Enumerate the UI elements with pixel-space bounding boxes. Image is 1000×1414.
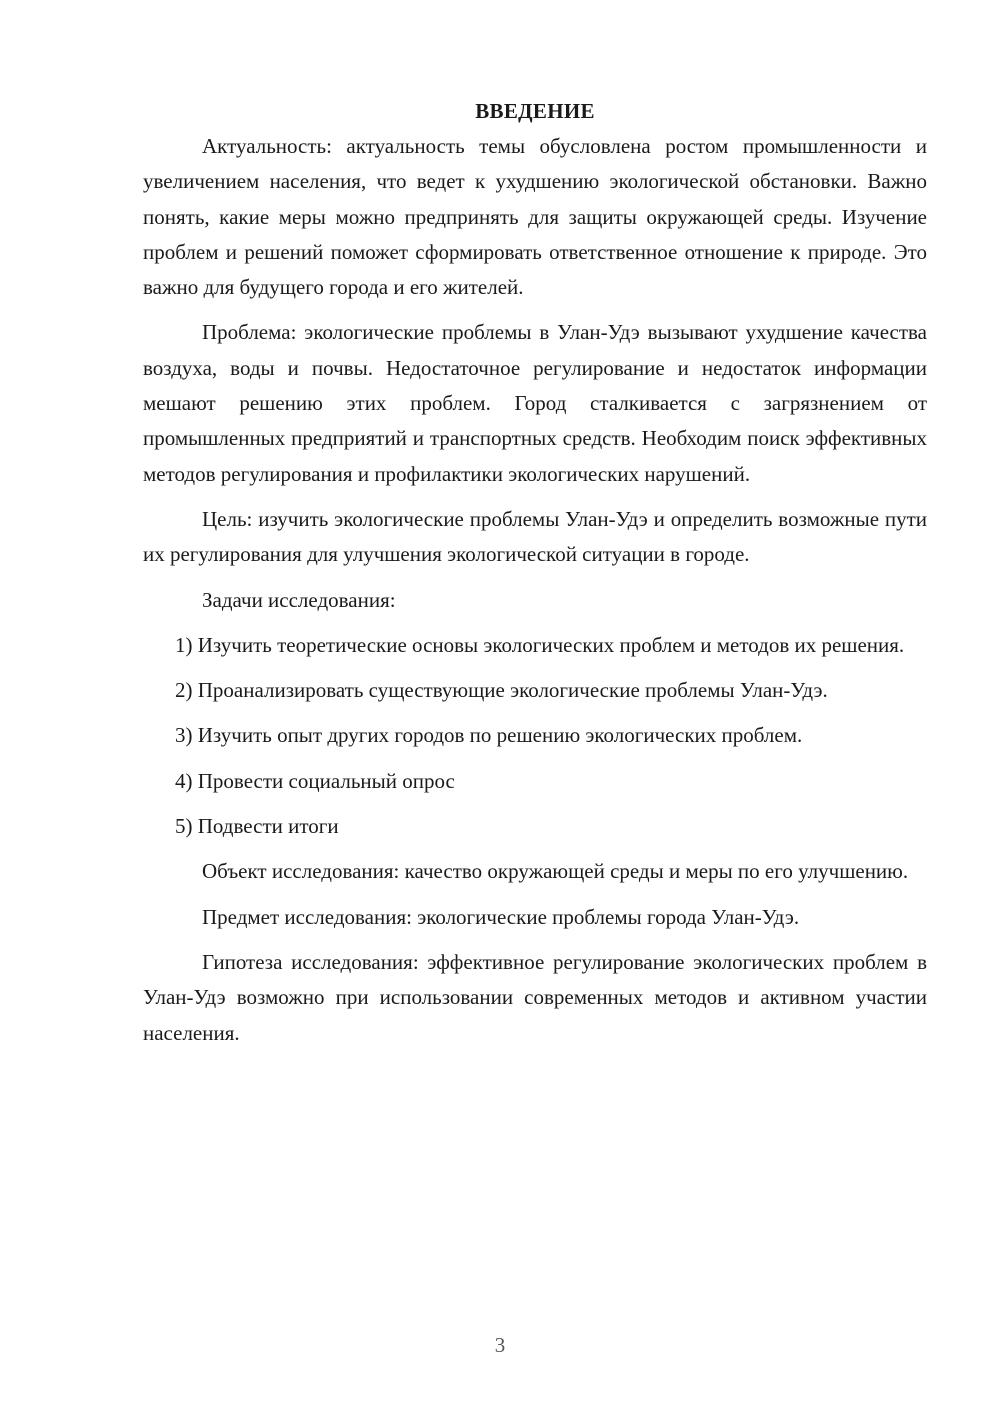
task-item-3: 3) Изучить опыт других городов по решению экологических проблем.: [175, 723, 803, 748]
problem-paragraph: Проблема: экологические проблемы в Улан-Удэ вызывают ухудшение качества воздуха, воды и почвы. Недостаточное регулирование и недостаток информации мешают решению этих проблем. Город сталкивается с загрязнением от промышленных предприятий и транспортных средств. Необходим поиск эффективных методов регулирования и профилактики экологических нарушений.: [143, 320, 927, 486]
section-heading: ВВЕДЕНИЕ: [475, 99, 595, 123]
document-page: [143, 94, 927, 1061]
hypothesis-paragraph: Гипотеза исследования: эффективное регулирование экологических проблем в Улан-Удэ возможно при использовании современных методов и активном участии населения.: [143, 949, 927, 1045]
task-item-2: 2) Проанализировать существующие экологические проблемы Улан-Удэ.: [175, 678, 828, 703]
relevance-paragraph: Актуальность: актуальность темы обусловлена ростом промышленности и увеличением населения, что ведет к ухудшению экологической обстановки. Важно понять, какие меры можно предпринять для защиты окружающей среды. Изучение проблем и решений поможет сформировать ответственное отношение к природе. Это важно для будущего города и его жителей.: [143, 134, 927, 300]
task-item-1: 1) Изучить теоретические основы экологических проблем и методов их решения.: [175, 632, 905, 657]
goal-paragraph: Цель: изучить экологические проблемы Улан-Удэ и определить возможные пути их регулирования для улучшения экологической ситуации в городе.: [143, 506, 927, 567]
tasks-heading: Задачи исследования:: [202, 587, 396, 612]
subject-paragraph: Предмет исследования: экологические проблемы города Улан-Удэ.: [202, 904, 800, 929]
page-number: 3: [494, 1333, 506, 1357]
object-paragraph: Объект исследования: качество окружающей среды и меры по его улучшению.: [202, 859, 909, 884]
task-item-4: 4) Провести социальный опрос: [175, 768, 455, 793]
task-item-5: 5) Подвести итоги: [175, 814, 339, 839]
